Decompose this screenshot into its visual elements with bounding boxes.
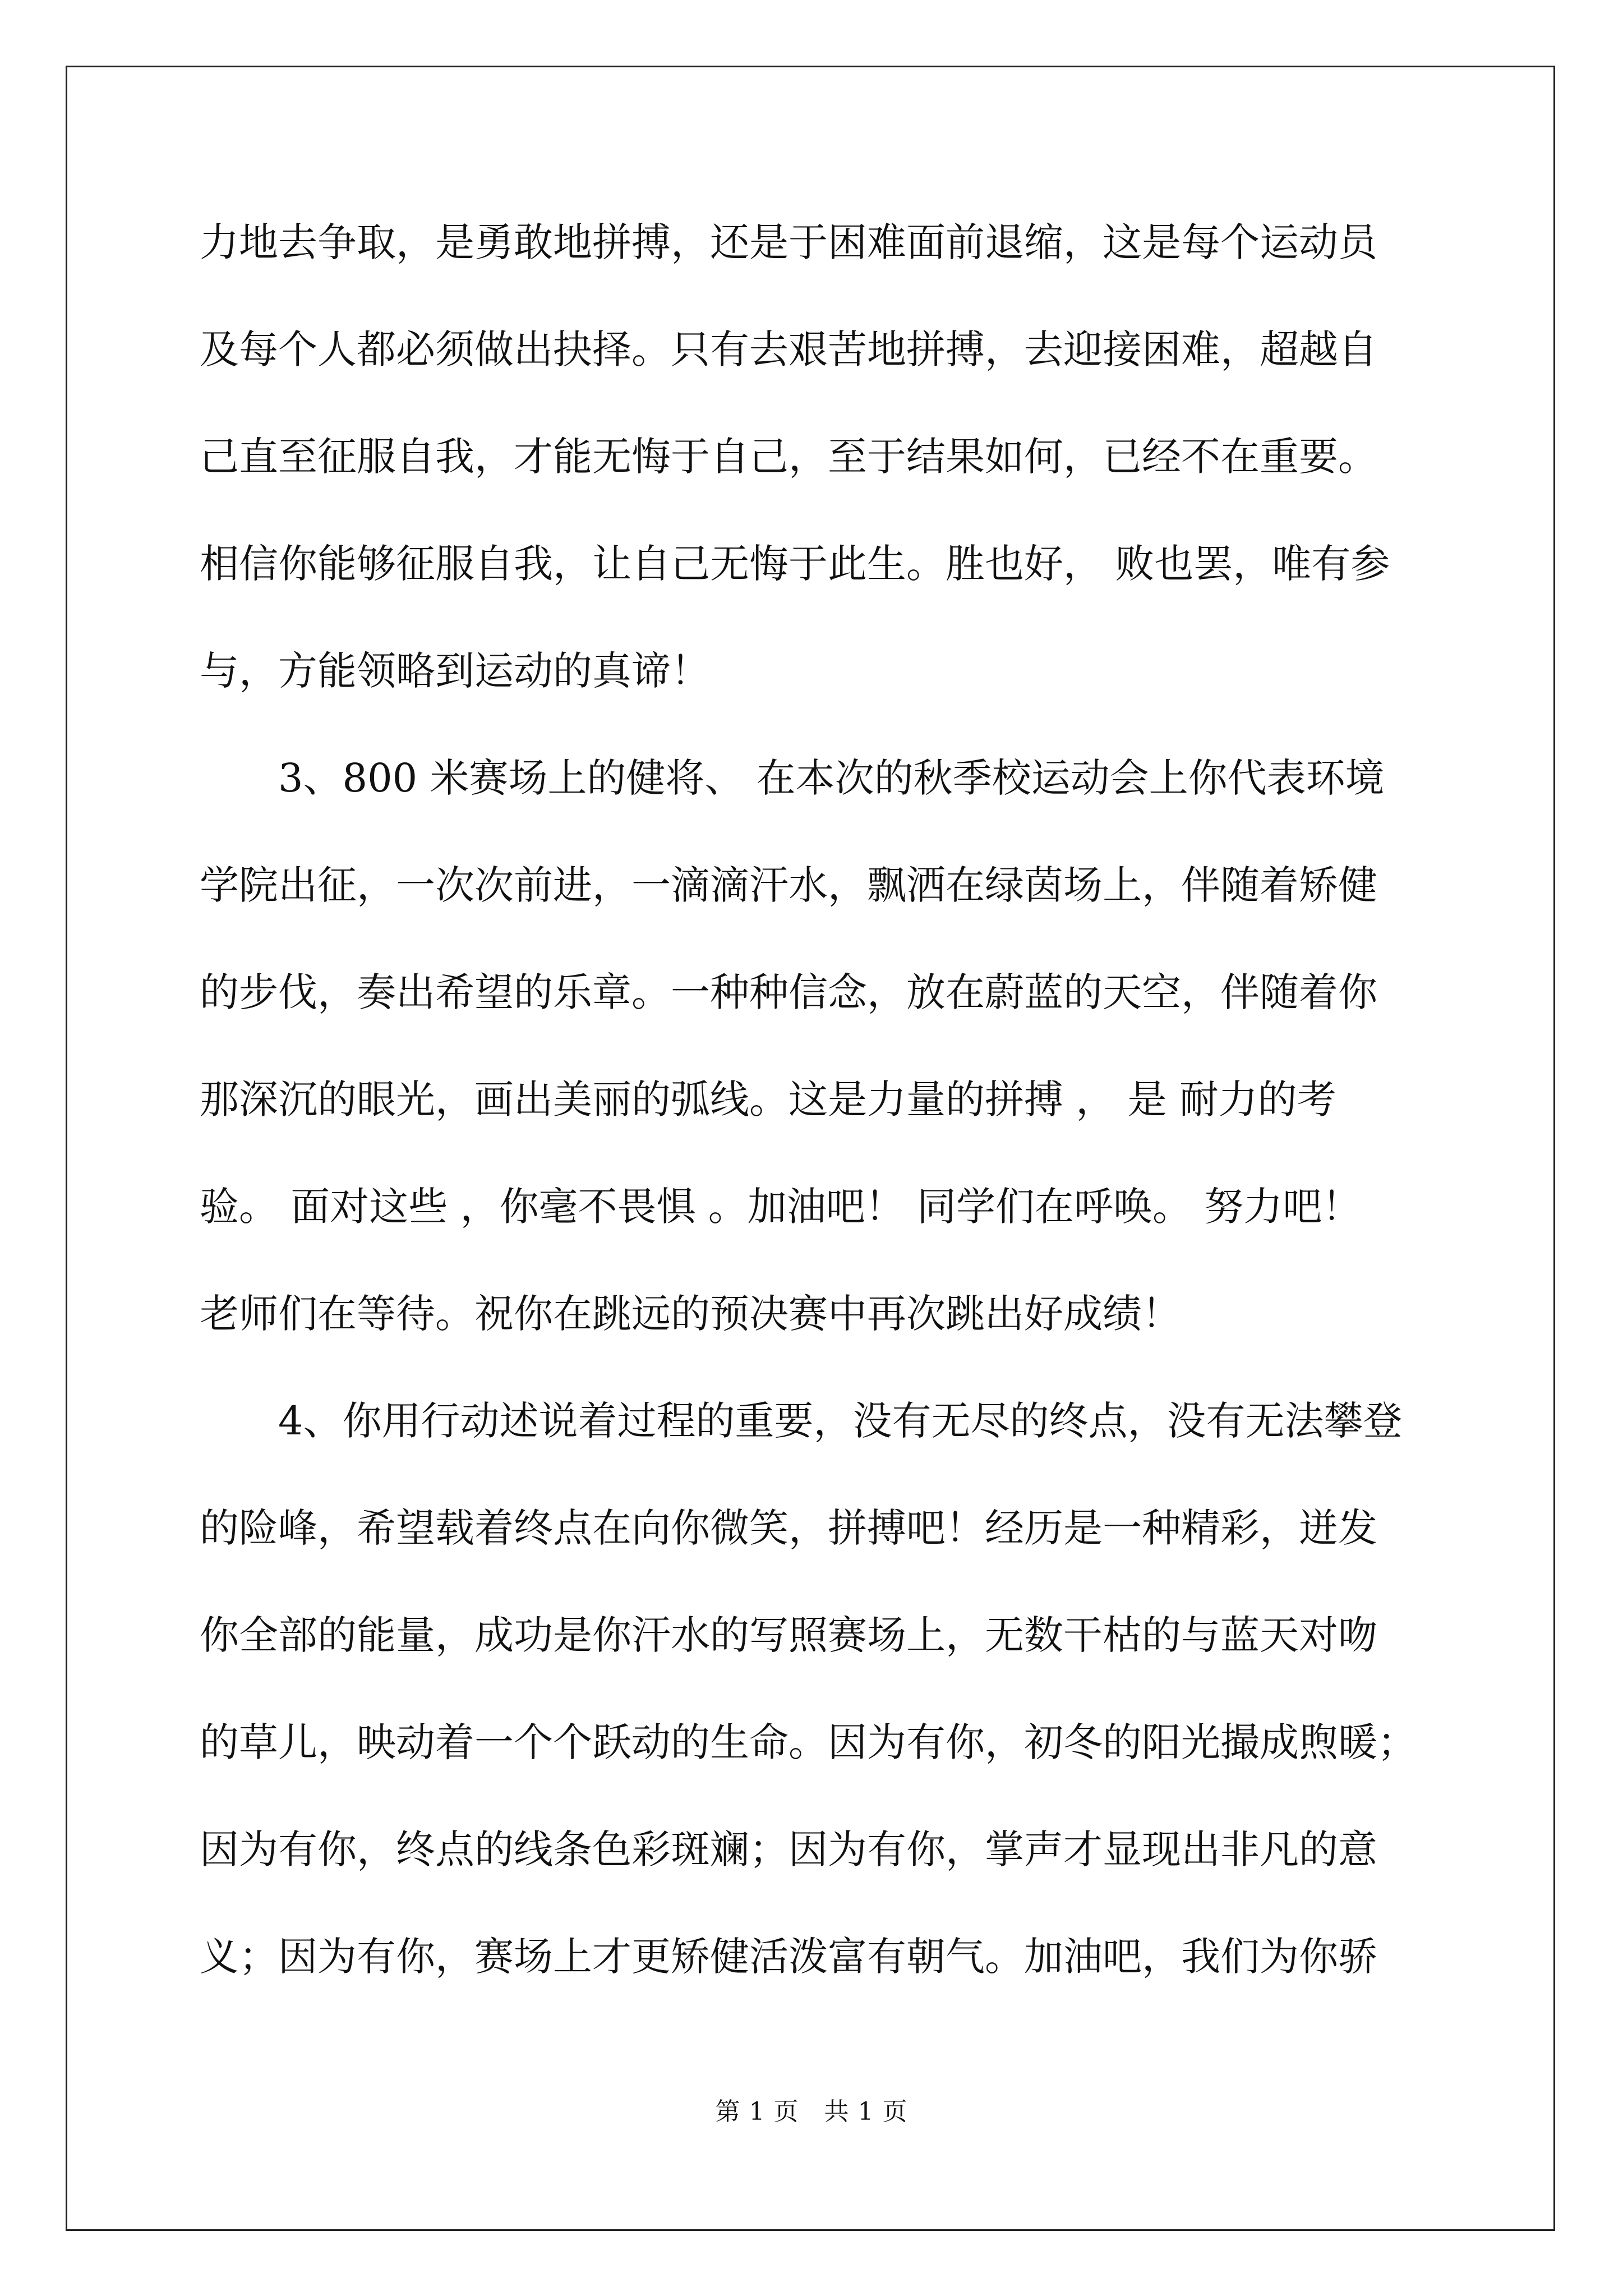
text-line: 及每个人都必须做出抉择。只有去艰苦地拼搏，去迎接困难，超越自 bbox=[200, 326, 1377, 372]
text-line: 你全部的能量，成功是你汗水的写照赛场上，无数干枯的与蓝天对吻 bbox=[200, 1612, 1377, 1658]
text-line: 义；因为有你，赛场上才更矫健活泼富有朝气。加油吧，我们为你骄 bbox=[200, 1934, 1377, 1980]
text-line: 验。 面对这些 ，你毫不畏惧 。加油吧！ 同学们在呼唤。 努力吧！ bbox=[200, 1184, 1362, 1230]
text-line: 相信你能够征服自我，让自己无悔于此生。胜也好， 败也罢，唯有参 bbox=[200, 541, 1390, 587]
text-line: 老师们在等待。祝你在跳远的预决赛中再次跳出好成绩！ bbox=[200, 1291, 1181, 1337]
text-line: 学院出征，一次次前进，一滴滴汗水，飘洒在绿茵场上，伴随着矫健 bbox=[200, 862, 1377, 908]
text-line: 的险峰，希望载着终点在向你微笑，拼搏吧！经历是一种精彩，迸发 bbox=[200, 1505, 1377, 1551]
text-line: 3、800 米赛场上的健将、 在本次的秋季校运动会上你代表环境 bbox=[200, 755, 1385, 801]
text-line: 与，方能领略到运动的真谛！ bbox=[200, 648, 710, 694]
page-number-footer: 第 1 页 共 1 页 bbox=[715, 2097, 908, 2126]
text-line: 的草儿，映动着一个个跃动的生命。因为有你，初冬的阳光撮成煦暖； bbox=[200, 1719, 1417, 1765]
text-line: 己直至征服自我，才能无悔于自己，至于结果如何，已经不在重要。 bbox=[200, 434, 1377, 480]
text-line: 力地去争取，是勇敢地拼搏，还是于困难面前退缩，这是每个运动员 bbox=[200, 219, 1377, 265]
text-line: 那深沉的眼光，画出美丽的弧线。这是力量的拼搏 ， 是 耐力的考 bbox=[200, 1076, 1336, 1122]
text-line: 4、你用行动述说着过程的重要，没有无尽的终点，没有无法攀登 bbox=[200, 1398, 1403, 1444]
text-line: 的步伐，奏出希望的乐章。一种种信念，放在蔚蓝的天空，伴随着你 bbox=[200, 969, 1377, 1015]
text-line: 因为有你，终点的线条色彩斑斓；因为有你，掌声才显现出非凡的意 bbox=[200, 1826, 1377, 1872]
document-body bbox=[200, 209, 1433, 2030]
